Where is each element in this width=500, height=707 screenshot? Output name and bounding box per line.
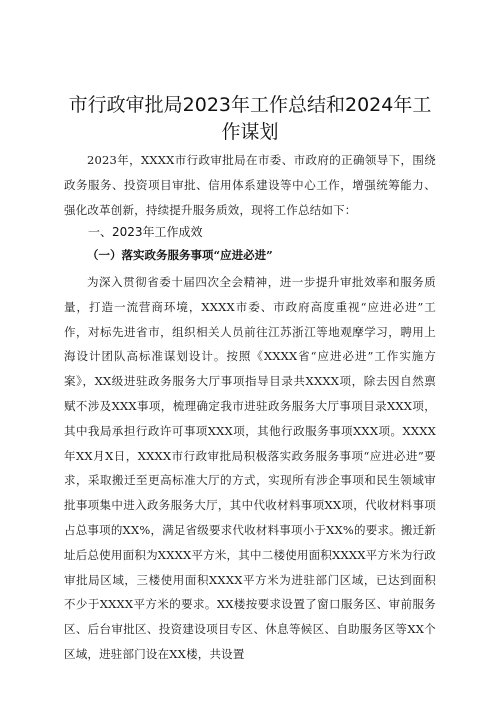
document-title: 市行政审批局2023年工作总结和2024年工作谋划 <box>68 94 432 143</box>
subsection-heading: （一）落实政务服务事项“应进必进” <box>87 248 273 262</box>
intro-paragraph: 2023年，XXXX市行政审批局在市委、市政府的正确领导下，围绕政务服务、投资项目审批、信用体系建设等中心工作，增强统筹能力、强化改革创新，持续提升服务质效，现将工作总结如下： <box>64 153 436 217</box>
section-heading: 一、2023年工作成效 <box>88 225 203 239</box>
body-paragraph: 为深入贯彻省委十届四次全会精神，进一步提升审批效率和服务质量，打造一流营商环境，XXXX市委、市政府高度重视“应进必进”工作，对标先进省市，组织相关人员前往江苏浙江等地观摩学习，聘用上海设计团队高标准谋划设计。按照《XXXX省“应进必进”工作实施方案》，XX级进驻政务服务大厅事项指导目录共XXXX项，除去因自然禀赋不涉及XXX事项，梳理确定我市进驻政务服务大厅事项目录XXX项，其中我局承担行政许可事项XXX项，其他行政服务事项XXX项。XXXX年XX月X日，XXXX市行政审批局积极落实政务服务事项“应进必进”要求，采取搬迁至更高标准大厅的方式，实现所有涉企事项和民生领域审批事项集中进入政务服务大厅，其中代收材料事项XX项，代收材料事项占总事项的XX%，满足省级要求代收材料事项小于XX%的要求。搬迁新址后总使用面积为XXXX平方米，其中二楼使用面积XXXX平方米为行政审批局区域，三楼使用面积XXXX平方米为进驻部门区域，已达到面积不少于XXXX平方米的要求。XX楼按要求设置了窗口服务区、审前服务区、后台审批区、投资建设项目专区、休息等候区、自助服务区等XX个区域，进驻部门设在XX楼，共设置 <box>64 275 436 661</box>
